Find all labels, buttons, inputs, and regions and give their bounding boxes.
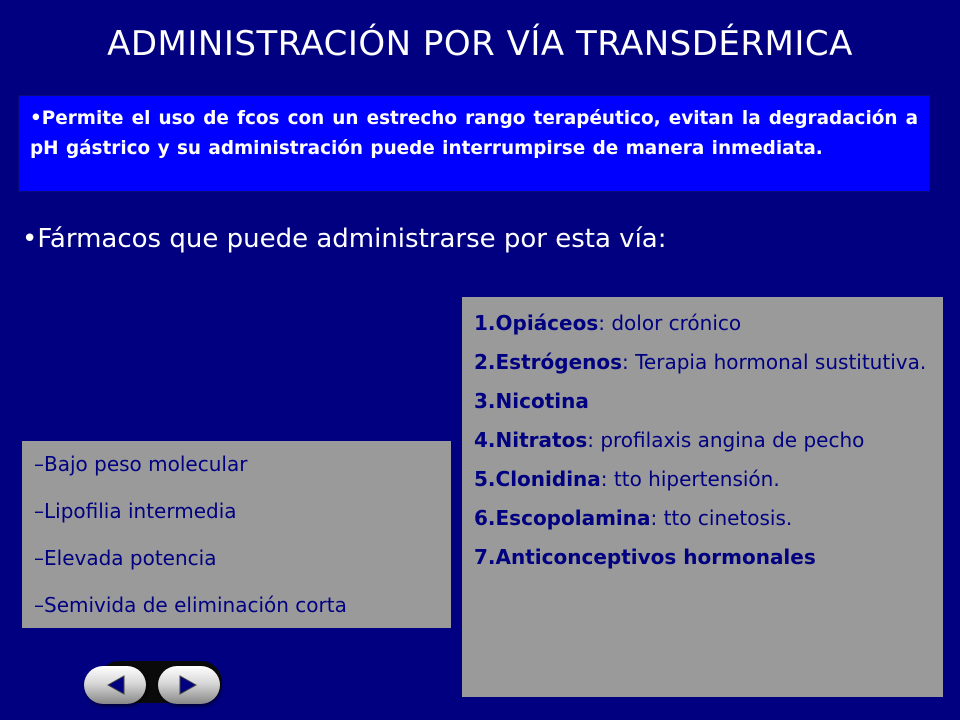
drug-number: 1. — [474, 311, 496, 335]
property-item: –Elevada potencia — [34, 546, 217, 570]
drug-description: : tto hipertensión. — [600, 467, 780, 491]
drug-item — [474, 389, 933, 414]
drug-number: 7. — [474, 545, 496, 569]
drug-description: : Terapia hormonal sustitutiva. — [622, 350, 927, 374]
property-item: –Bajo peso molecular — [34, 452, 248, 476]
drug-name: Anticonceptivos hormonales — [495, 545, 816, 569]
drugs-box — [462, 297, 943, 697]
next-slide-button[interactable] — [158, 666, 220, 704]
arrow-right-icon — [158, 666, 220, 704]
drug-item — [474, 506, 933, 531]
properties-box — [22, 441, 451, 628]
drug-name: Clonidina — [495, 467, 601, 491]
section-heading-text: Fármacos que puede administrarse por esta vía: — [37, 224, 667, 254]
drug-item — [474, 467, 933, 492]
drug-number: 3. — [474, 389, 496, 413]
drug-number: 4. — [474, 428, 496, 452]
drug-item — [474, 545, 933, 570]
slide-title: ADMINISTRACIÓN POR VÍA TRANSDÉRMICA — [107, 24, 853, 64]
intro-bullet: • — [30, 108, 42, 129]
intro-text: Permite el uso de fcos con un estrecho rango terapéutico, evitan la degradación a pH gástrico y su administración puede interrumpirse de manera inmediata. — [30, 108, 918, 159]
drug-number: 5. — [474, 467, 496, 491]
intro-paragraph — [30, 104, 918, 164]
property-item: –Semivida de eliminación corta — [34, 593, 347, 617]
slide-navigation — [98, 661, 222, 703]
drug-name: Nicotina — [495, 389, 589, 413]
drug-name: Estrógenos — [495, 350, 623, 374]
drug-name: Nitratos — [495, 428, 588, 452]
drug-item — [474, 350, 933, 375]
drug-name: Escopolamina — [495, 506, 651, 530]
section-bullet: • — [22, 224, 38, 254]
drug-number: 6. — [474, 506, 496, 530]
previous-slide-button[interactable] — [84, 666, 146, 704]
drug-number: 2. — [474, 350, 496, 374]
drug-item — [474, 311, 933, 336]
intro-box — [18, 95, 930, 192]
arrow-left-icon — [84, 666, 146, 704]
drug-description: : tto cinetosis. — [650, 506, 793, 530]
section-heading — [22, 224, 667, 254]
drug-description: : dolor crónico — [598, 311, 742, 335]
drug-description: : profilaxis angina de pecho — [587, 428, 865, 452]
property-item: –Lipofilia intermedia — [34, 499, 237, 523]
drug-item — [474, 428, 933, 453]
drug-name: Opiáceos — [495, 311, 599, 335]
